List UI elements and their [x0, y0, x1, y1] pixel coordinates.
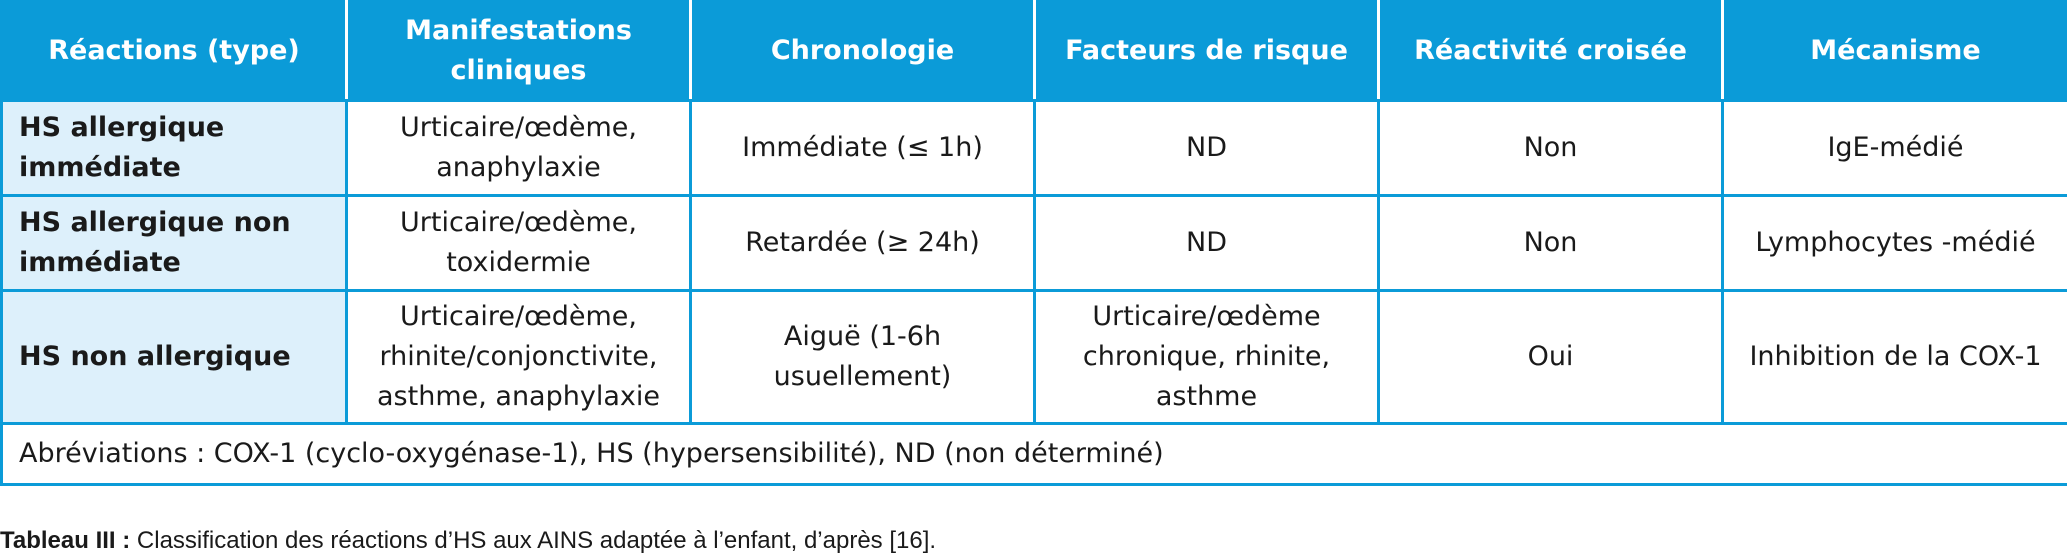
- cell-facteurs: ND: [1035, 101, 1379, 196]
- table-header-row: [2, 2, 2067, 101]
- cell-manifestations: Urticaire/œdème, toxidermie: [347, 196, 691, 291]
- header-manifestations: Manifestations cliniques: [347, 2, 691, 101]
- cell-mecanisme: Lymphocytes -médié: [1723, 196, 2067, 291]
- table-row: [2, 101, 2067, 196]
- row-type: HS allergique non immédiate: [2, 196, 347, 291]
- header-mecanisme: Mécanisme: [1723, 2, 2067, 101]
- row-type: HS non allergique: [2, 291, 347, 424]
- table-row: [2, 291, 2067, 424]
- cell-manifestations: Urticaire/œdème, rhinite/conjonctivite, asthme, anaphylaxie: [347, 291, 691, 424]
- header-type: Réactions (type): [2, 2, 347, 101]
- cell-mecanisme: IgE-médié: [1723, 101, 2067, 196]
- table-row: [2, 196, 2067, 291]
- cell-chronologie: Retardée (≥ 24h): [691, 196, 1035, 291]
- cell-facteurs: ND: [1035, 196, 1379, 291]
- cell-chronologie: Immédiate (≤ 1h): [691, 101, 1035, 196]
- row-type: HS allergique immédiate: [2, 101, 347, 196]
- cell-facteurs: Urticaire/œdème chronique, rhinite, asthme: [1035, 291, 1379, 424]
- table-caption: [0, 527, 936, 555]
- table-footnote-row: [2, 424, 2067, 485]
- header-chronologie: Chronologie: [691, 2, 1035, 101]
- caption-label: Tableau III :: [0, 527, 131, 554]
- abbreviations-note: Abréviations : COX-1 (cyclo-oxygénase-1), HS (hypersensibilité), ND (non déterminé): [2, 424, 2067, 485]
- cell-reactivite: Non: [1379, 196, 1723, 291]
- cell-manifestations: Urticaire/œdème, anaphylaxie: [347, 101, 691, 196]
- cell-reactivite: Non: [1379, 101, 1723, 196]
- cell-reactivite: Oui: [1379, 291, 1723, 424]
- cell-mecanisme: Inhibition de la COX-1: [1723, 291, 2067, 424]
- header-facteurs: Facteurs de risque: [1035, 2, 1379, 101]
- cell-chronologie: Aiguë (1-6h usuellement): [691, 291, 1035, 424]
- caption-text: Classification des réactions d’HS aux AINS adaptée à l’enfant, d’après [16].: [130, 527, 937, 554]
- header-reactivite: Réactivité croisée: [1379, 2, 1723, 101]
